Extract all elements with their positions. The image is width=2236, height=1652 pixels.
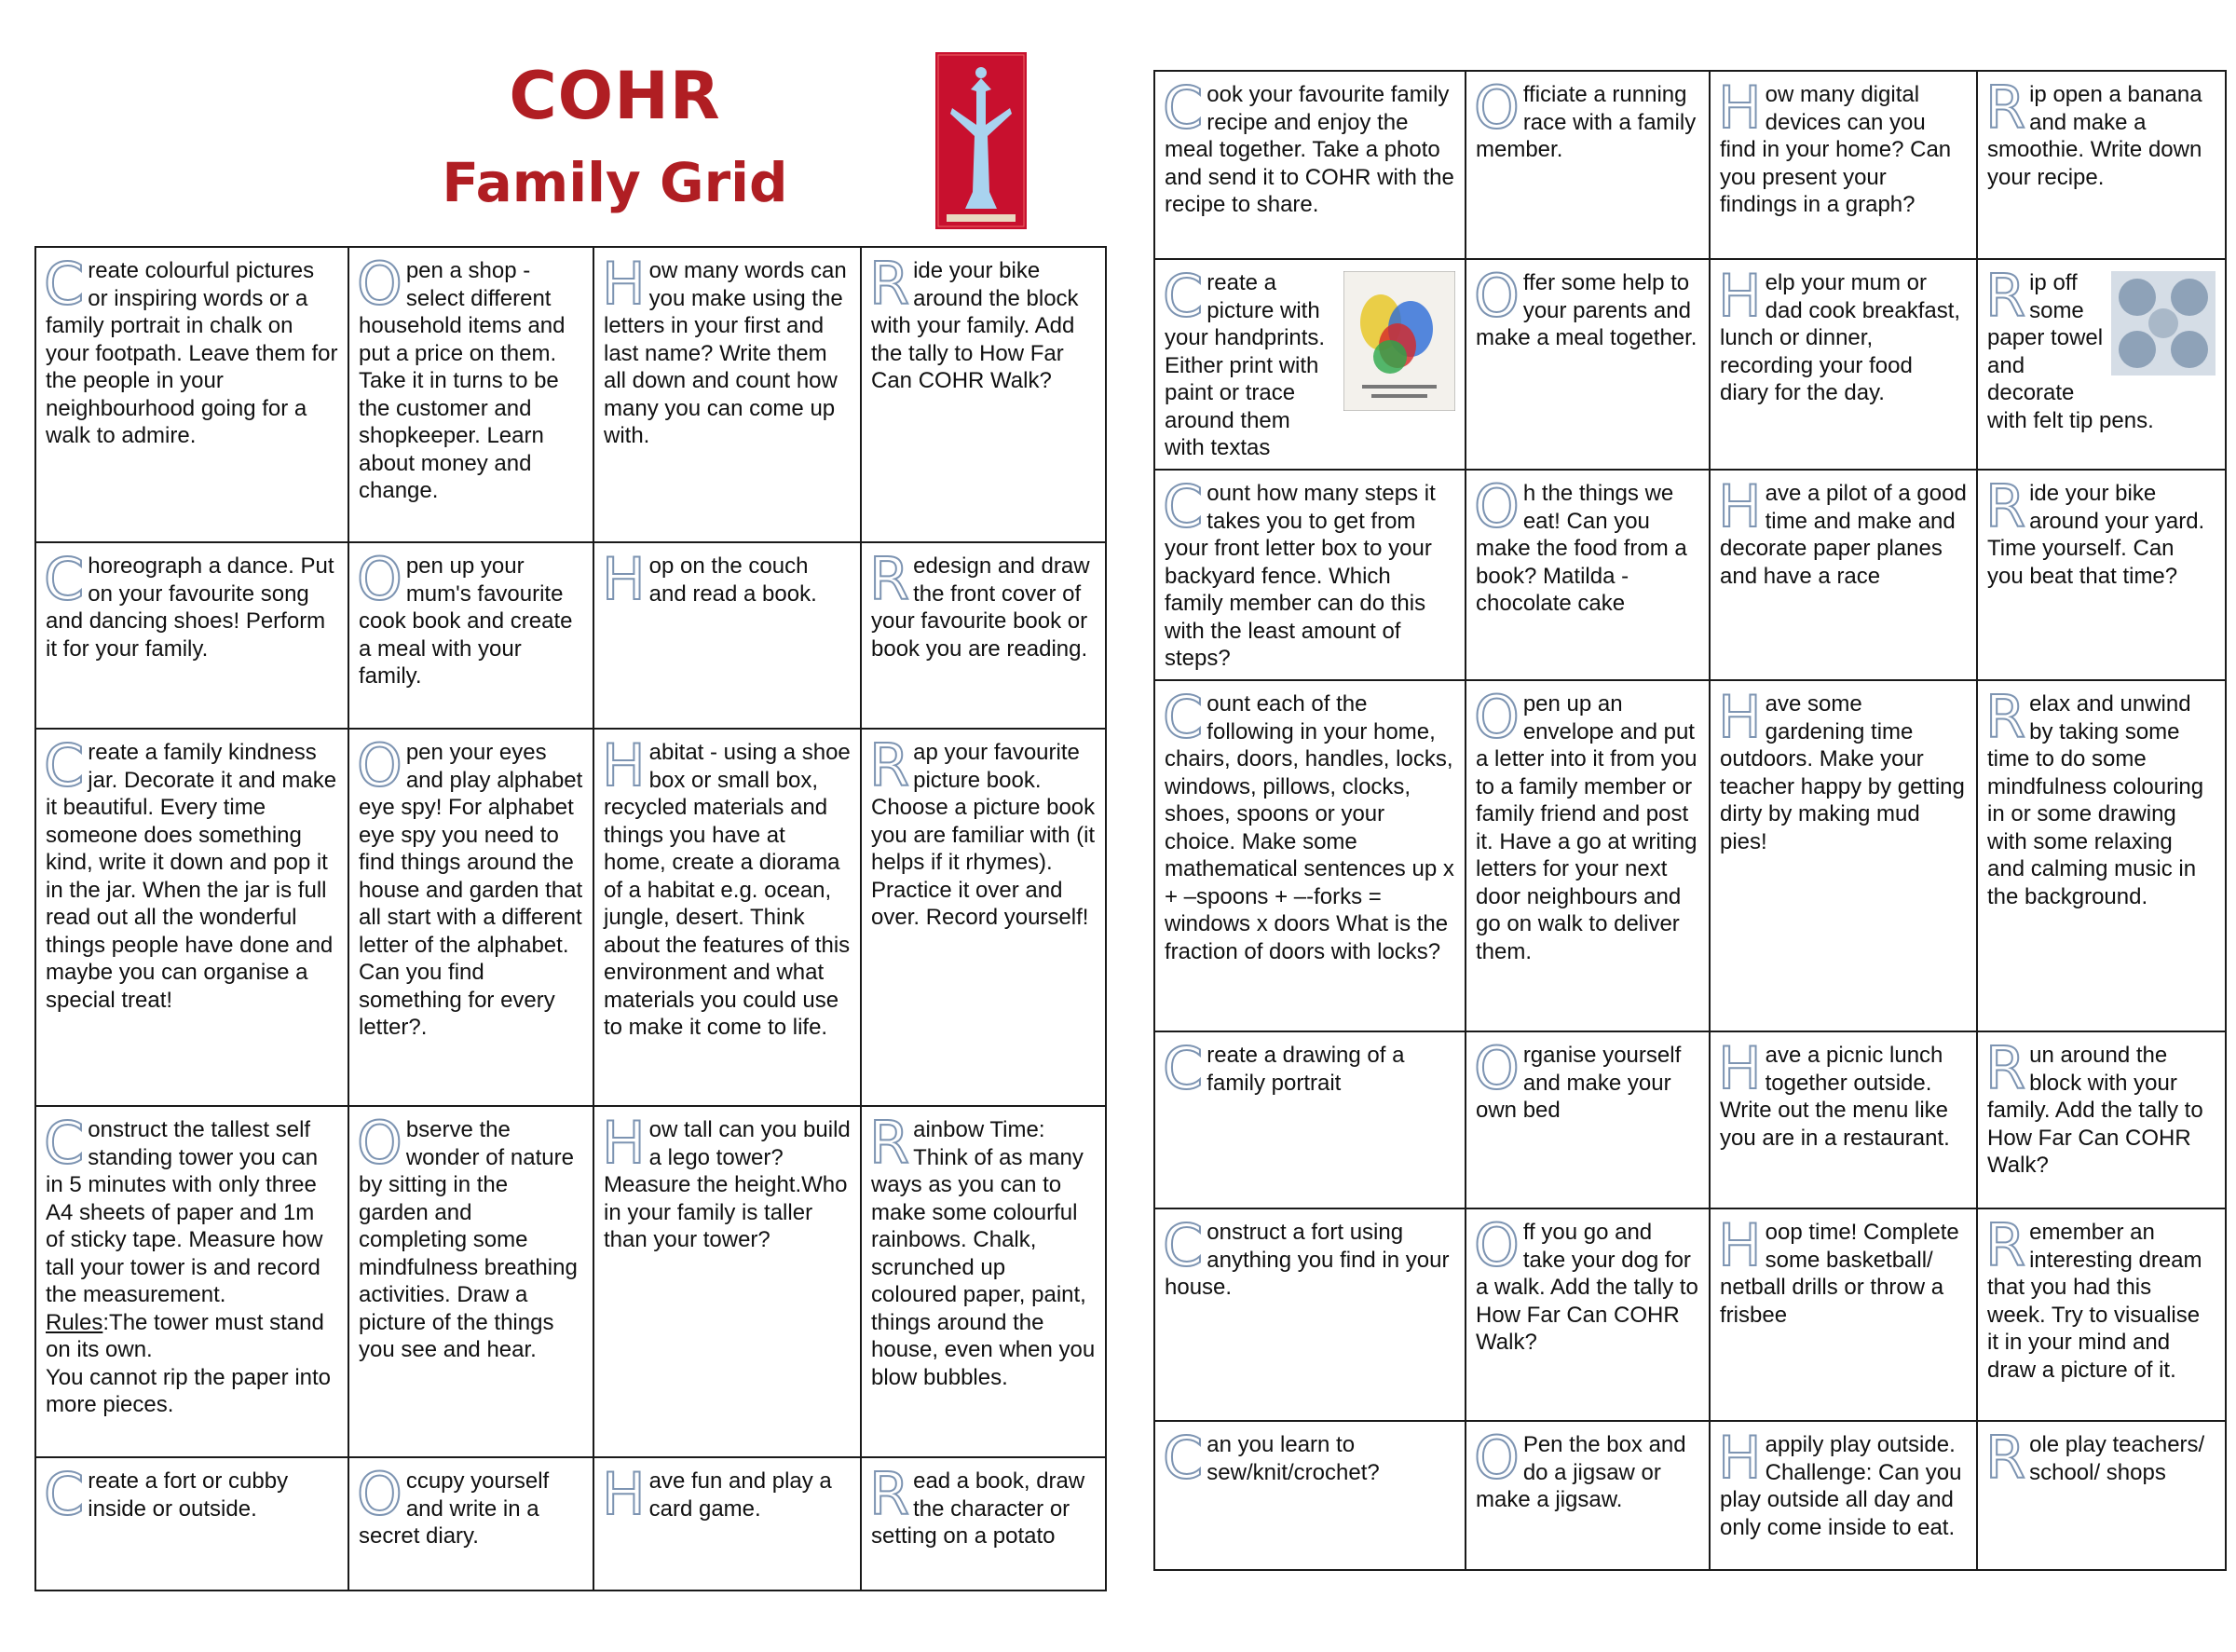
grid-cell (1154, 470, 1466, 680)
activity-text: pen a shop - select different household items and put a price on them. Take it in turns to be the customer and shopkeeper. Learn about money and change. (359, 258, 566, 503)
initial-letter: R (1985, 262, 2026, 330)
initial-letter: R (1985, 683, 2026, 751)
activity-text: an you learn to sew/knit/crochet? (1207, 1432, 1380, 1485)
grid-cell (1710, 259, 1977, 470)
handprint-picture (1343, 271, 1455, 411)
initial-letter: C (1163, 74, 1204, 142)
grid-cell (348, 729, 593, 1106)
activity-text: h the things we eat! Can you make the food from a book? Matilda - chocolate cake (1476, 481, 1687, 616)
grid-cell (861, 247, 1106, 542)
grid-cell (593, 1106, 861, 1457)
grid-cell (1977, 71, 2226, 259)
grid-cell (348, 542, 593, 729)
initial-letter: H (1718, 472, 1762, 540)
initial-letter: H (602, 1109, 646, 1177)
initial-letter: H (1718, 683, 1762, 751)
grid-cell (35, 542, 348, 729)
grid-cell (1977, 680, 2226, 1031)
activity-text: Pen the box and do a jigsaw or make a jigsaw. (1476, 1432, 1686, 1512)
activity-text: ole play teachers/ school/ shops (2029, 1432, 2205, 1485)
school-logo (935, 52, 1027, 229)
grid-cell (1466, 1208, 1710, 1421)
activity-text: elax and unwind by taking some time to do some mindfulness colouring in or some drawing with some relaxing and calming music in the background. (1987, 691, 2204, 909)
grid-cell (861, 1106, 1106, 1457)
grid-cell (861, 729, 1106, 1106)
grid-cell (35, 1457, 348, 1591)
initial-letter: H (602, 545, 646, 613)
activity-text: un around the block with your family. Add the tally to How Far Can COHR Walk? (1987, 1043, 2203, 1178)
activity-text: ow many words can you make using the letters in your first and last name? Write them all down and count how many you can come up with. (604, 258, 847, 448)
activity-text: reate a drawing of a family portrait (1207, 1043, 1405, 1096)
grid-cell (1154, 1421, 1466, 1570)
activity-text: ave a pilot of a good time and make and decorate paper planes and have a race (1720, 481, 1967, 589)
grid-cell (348, 1457, 593, 1591)
initial-letter: H (602, 250, 646, 318)
initial-letter: O (357, 1460, 402, 1528)
activity-text: ainbow Time: Think of as many ways as you can to make some colourful rainbows. Chalk, scrunched up coloured paper, paint, things around the house, even when you blow bubbles. (871, 1117, 1096, 1390)
grid-cell (1154, 1208, 1466, 1421)
grid-cell (1154, 71, 1466, 259)
grid-cell (1977, 259, 2226, 470)
activity-text: reate a picture with your handprints. Either print with paint or trace around them with textas (1165, 270, 1326, 460)
grid-cell (1466, 1031, 1710, 1208)
initial-letter: R (869, 250, 910, 318)
activity-text: ead a book, draw the character or setting on a potato (871, 1468, 1085, 1549)
grid-cell (861, 542, 1106, 729)
grid-cell (348, 247, 593, 542)
initial-letter: O (1474, 1211, 1520, 1279)
initial-letter: C (1163, 1211, 1204, 1279)
activity-text: reate colourful pictures or inspiring words or a family portrait in chalk on your footpath. Leave them for the people in your neighbourhood going for a walk to admire. (46, 258, 338, 448)
activity-text: ow many digital devices can you find in your home? Can you present your findings in a graph? (1720, 82, 1952, 217)
activity-text: appily play outside. Challenge: Can you play outside all day and only come inside to eat. (1720, 1432, 1962, 1540)
activity-text: oop time! Complete some basketball/ netball drills or throw a frisbee (1720, 1220, 1959, 1328)
initial-letter: O (1474, 683, 1520, 751)
initial-letter: R (1985, 1034, 2026, 1102)
initial-letter: H (1718, 1211, 1762, 1279)
activity-text: horeograph a dance. Put on your favourite song and dancing shoes! Perform it for your family. (46, 553, 334, 662)
grid-cell (1710, 71, 1977, 259)
grid-cell (1466, 1421, 1710, 1570)
grid-cell (861, 1457, 1106, 1591)
activity-text: ave some gardening time outdoors. Make your teacher happy by getting dirty by making mud pies! (1720, 691, 1965, 854)
activity-text: ff you go and take your dog for a walk. Add the tally to How Far Can COHR Walk? (1476, 1220, 1698, 1355)
grid-cell (1977, 1421, 2226, 1570)
initial-letter: R (1985, 1424, 2026, 1492)
grid-cell (1710, 1421, 1977, 1570)
activity-text: emember an interesting dream that you had this week. Try to visualise it in your mind and draw a picture of it. (1987, 1220, 2202, 1383)
grid-cell (1466, 259, 1710, 470)
initial-letter: H (1718, 74, 1762, 142)
grid-cell (593, 729, 861, 1106)
grid-cell (1466, 470, 1710, 680)
grid-cell (1154, 259, 1466, 470)
activity-text: onstruct a fort using anything you find in your house. (1165, 1220, 1450, 1300)
activity-text: edesign and draw the front cover of your favourite book or book you are reading. (871, 553, 1090, 662)
activity-text: ave fun and play a card game. (648, 1468, 832, 1522)
initial-letter: R (1985, 472, 2026, 540)
initial-letter: H (602, 731, 646, 799)
paper-towel-picture (2111, 271, 2216, 375)
grid-cell (593, 1457, 861, 1591)
initial-letter: O (1474, 1034, 1520, 1102)
grid-cell (593, 247, 861, 542)
activity-text: ap your favourite picture book. Choose a picture book you are familiar with (it helps if it rhymes). Practice it over and over. Record yourself! (871, 740, 1096, 930)
grid-cell (1154, 680, 1466, 1031)
activity-text: fficiate a running race with a family member. (1476, 82, 1697, 162)
initial-letter: C (44, 731, 85, 799)
initial-letter: C (1163, 1424, 1204, 1492)
extra-text: You cannot rip the paper into more pieces. (46, 1364, 332, 1417)
activity-text: reate a family kindness jar. Decorate it and make it beautiful. Every time someone does something kind, write it down and pop it in the jar. When the jar is full read out all the wonderful things people have done and maybe you can organise a special treat! (46, 740, 337, 1013)
left-activity-grid (34, 246, 1107, 1591)
initial-letter: H (1718, 262, 1762, 330)
initial-letter: R (869, 545, 910, 613)
activity-text: reate a fort or cubby inside or outside. (88, 1468, 289, 1522)
initial-letter: H (602, 1460, 646, 1528)
initial-letter: R (869, 731, 910, 799)
activity-text: ip open a banana and make a smoothie. Write down your recipe. (1987, 82, 2202, 190)
initial-letter: C (1163, 1034, 1204, 1102)
grid-cell (1710, 1208, 1977, 1421)
initial-letter: O (1474, 1424, 1520, 1492)
grid-cell (1710, 1031, 1977, 1208)
activity-text: ip off some paper towel and decorate with felt tip pens. (1987, 270, 2154, 433)
initial-letter: C (1163, 472, 1204, 540)
initial-letter: H (1718, 1424, 1762, 1492)
activity-text: abitat - using a shoe box or small box, recycled materials and things you have at home, create a diorama of a habitat e.g. ocean, jungle, desert. Think about the features of this environment and what materials you could use to make it come to life. (604, 740, 851, 1040)
grid-cell (1710, 680, 1977, 1031)
activity-text: rganise yourself and make your own bed (1476, 1043, 1682, 1123)
activity-text: op on the couch and read a book. (648, 553, 817, 607)
page-subtitle: Family Grid (442, 151, 788, 214)
initial-letter: R (869, 1460, 910, 1528)
right-activity-grid (1153, 70, 2227, 1571)
activity-text: ave a picnic lunch together outside. Write out the menu like you are in a restaurant. (1720, 1043, 1950, 1151)
activity-text: pen your eyes and play alphabet eye spy! For alphabet eye spy you need to find things around the house and garden that all start with a different letter of the alphabet. Can you find something for every letter?. (359, 740, 583, 1040)
initial-letter: O (1474, 74, 1520, 142)
initial-letter: R (869, 1109, 910, 1177)
activity-text: bserve the wonder of nature by sitting in the garden and completing some mindfulness breathing activities. Draw a picture of the things you see and hear. (359, 1117, 578, 1362)
grid-cell (1977, 470, 2226, 680)
rules-text: :The tower must stand on its own. (46, 1309, 324, 1362)
activity-text: ount each of the following in your home, chairs, doors, handles, locks, windows, pillows, clocks, shoes, spoons or your choice. Make some mathematical sentences up x + –spoons + –-forks = windows x doors What is the fraction of doors with locks? (1165, 691, 1454, 964)
initial-letter: R (1985, 1211, 2026, 1279)
initial-letter: C (44, 1460, 85, 1528)
grid-cell (1710, 470, 1977, 680)
activity-text: ide your bike around the block with your family. Add the tally to How Far Can COHR Walk? (871, 258, 1079, 393)
activity-text: elp your mum or dad cook breakfast, lunch or dinner, recording your food diary for the day. (1720, 270, 1961, 405)
activity-text: ook your favourite family recipe and enjoy the meal together. Take a photo and send it to COHR with the recipe to share. (1165, 82, 1454, 217)
activity-text: ount how many steps it takes you to get from your front letter box to your backyard fence. Which family member can do this with the least amount of steps? (1165, 481, 1436, 671)
grid-cell (1154, 1031, 1466, 1208)
initial-letter: O (1474, 262, 1520, 330)
grid-cell (1977, 1031, 2226, 1208)
initial-letter: O (1474, 472, 1520, 540)
initial-letter: C (1163, 683, 1204, 751)
page-title: COHR (509, 58, 721, 134)
grid-cell (1977, 1208, 2226, 1421)
initial-letter: C (44, 1109, 85, 1177)
initial-letter: C (44, 250, 85, 318)
initial-letter: C (44, 545, 85, 613)
grid-cell (1466, 71, 1710, 259)
grid-cell (348, 1106, 593, 1457)
activity-text: pen up an envelope and put a letter into it from you to a family member or family friend and post it. Have a go at writing letters for your next door neighbours and go on walk to deliver them. (1476, 691, 1697, 964)
rules-label: Rules (46, 1309, 103, 1335)
activity-text: pen up your mum's favourite cook book and create a meal with your family. (359, 553, 573, 689)
initial-letter: O (357, 250, 402, 318)
initial-letter: R (1985, 74, 2026, 142)
grid-cell (35, 1106, 348, 1457)
grid-cell (35, 729, 348, 1106)
grid-cell (1466, 680, 1710, 1031)
activity-text: ffer some help to your parents and make a meal together. (1476, 270, 1697, 350)
initial-letter: H (1718, 1034, 1762, 1102)
grid-cell (35, 247, 348, 542)
activity-text: onstruct the tallest self standing tower you can in 5 minutes with only three A4 sheets of paper and 1m of sticky tape. Measure how tall your tower is and record the measurement. (46, 1117, 323, 1307)
initial-letter: C (1163, 262, 1204, 330)
initial-letter: O (357, 731, 402, 799)
initial-letter: O (357, 1109, 402, 1177)
activity-text: ccupy yourself and write in a secret diary. (359, 1468, 550, 1549)
initial-letter: O (357, 545, 402, 613)
grid-cell (593, 542, 861, 729)
activity-text: ow tall can you build a lego tower? Measure the height.Who in your family is taller than your tower? (604, 1117, 851, 1252)
activity-text: ide your bike around your yard. Time yourself. Can you beat that time? (1987, 481, 2205, 589)
